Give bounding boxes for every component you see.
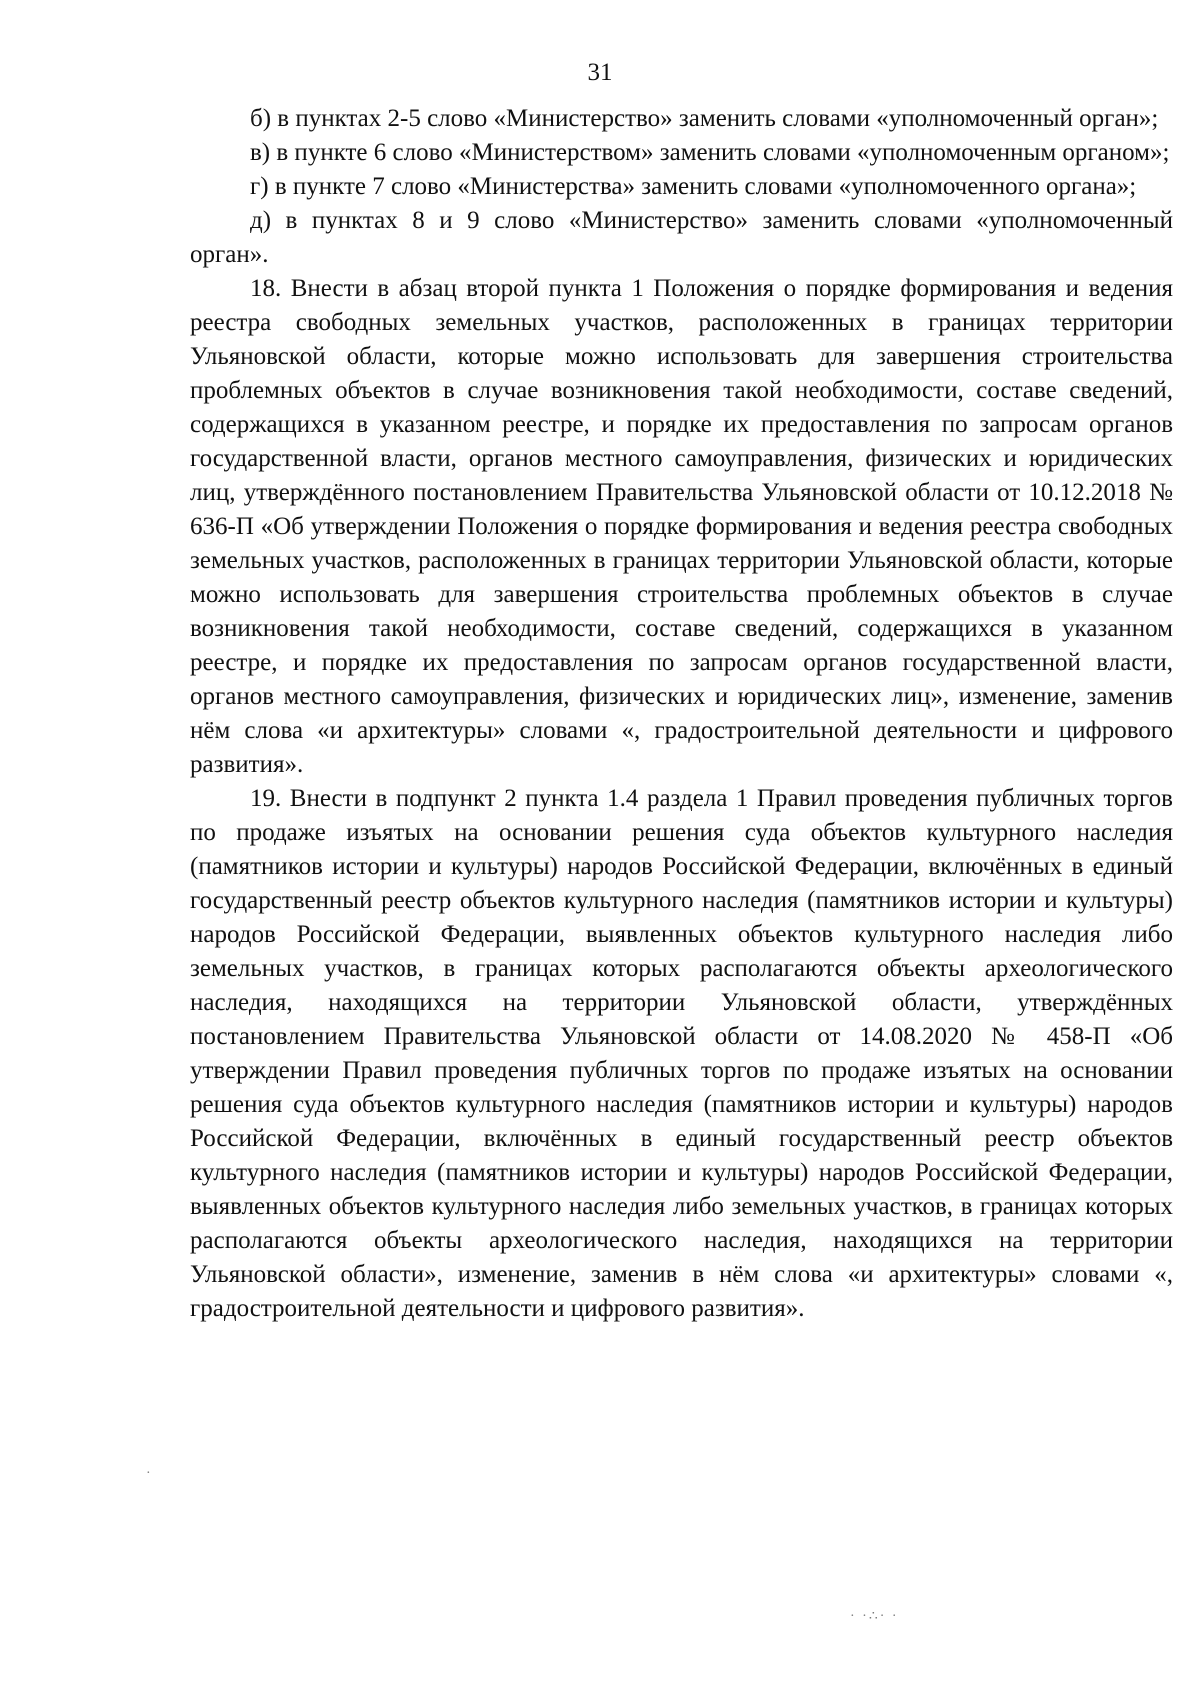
paragraph-d: д) в пунктах 8 и 9 слово «Министерство» заменить словами «уполномоченный орган». [190, 207, 1173, 268]
paragraph-g: г) в пункте 7 слово «Министерства» заменить словами «уполномоченного органа»; [250, 173, 1137, 200]
paragraph-19: 19. Внести в подпункт 2 пункта 1.4 раздела 1 Правил проведения публичных торгов по продаже изъятых на основании решения суда объектов культурного наследия (памятников истории и культуры) народов Российской Федерации, включённых в единый государственный реестр объектов культурного наследия (памятников истории и культуры) народов Российской Федерации, выявленных объектов культурного наследия либо земельных участков, в границах которых располагаются объекты археологического наследия, находящихся на территории Ульяновской области, утверждённых постановлением Правительства Ульяновской области от 14.08.2020 № 458-П «Об утверждении Правил проведения публичных торгов по продаже изъятых на основании решения суда объектов культурного наследия (памятников истории и культуры) народов Российской Федерации, включённых в единый государственный реестр объектов культурного наследия (памятников истории и культуры) народов Российской Федерации, выявленных объектов культурного наследия либо земельных участков, в границах которых располагаются объекты археологического наследия, находящихся на территории Ульяновской области», изменение, заменив в нём слова «и архитектуры» словами «, градостроительной деятельности и цифрового развития». [190, 785, 1173, 1322]
scan-artifact-bottom: · ·∴· · [850, 1609, 899, 1624]
paragraph-b: б) в пунктах 2-5 слово «Министерство» заменить словами «уполномоченный орган»; [250, 105, 1159, 132]
page-number: 31 [587, 59, 613, 86]
document-body [190, 102, 1173, 1326]
paragraph-18: 18. Внести в абзац второй пункта 1 Положения о порядке формирования и ведения реестра свободных земельных участков, расположенных в границах территории Ульяновской области, которые можно использовать для завершения строительства проблемных объектов в случае возникновения такой необходимости, составе сведений, содержащихся в указанном реестре, и порядке их предоставления по запросам органов государственной власти, органов местного самоуправления, физических и юридических лиц, утверждённого постановлением Правительства Ульяновской области от 10.12.2018 № 636-П «Об утверждении Положения о порядке формирования и ведения реестра свободных земельных участков, расположенных в границах территории Ульяновской области, которые можно использовать для завершения строительства проблемных объектов в случае возникновения такой необходимости, составе сведений, содержащихся в указанном реестре, и порядке их предоставления по запросам органов государственной власти, органов местного самоуправления, физических и юридических лиц», изменение, заменив нём слова «и архитектуры» словами «, градостроительной деятельности и цифрового развития». [190, 275, 1173, 778]
scan-artifact-left: · [146, 1466, 153, 1481]
paragraph-v: в) в пункте 6 слово «Министерством» заменить словами «уполномоченным органом»; [250, 139, 1170, 166]
